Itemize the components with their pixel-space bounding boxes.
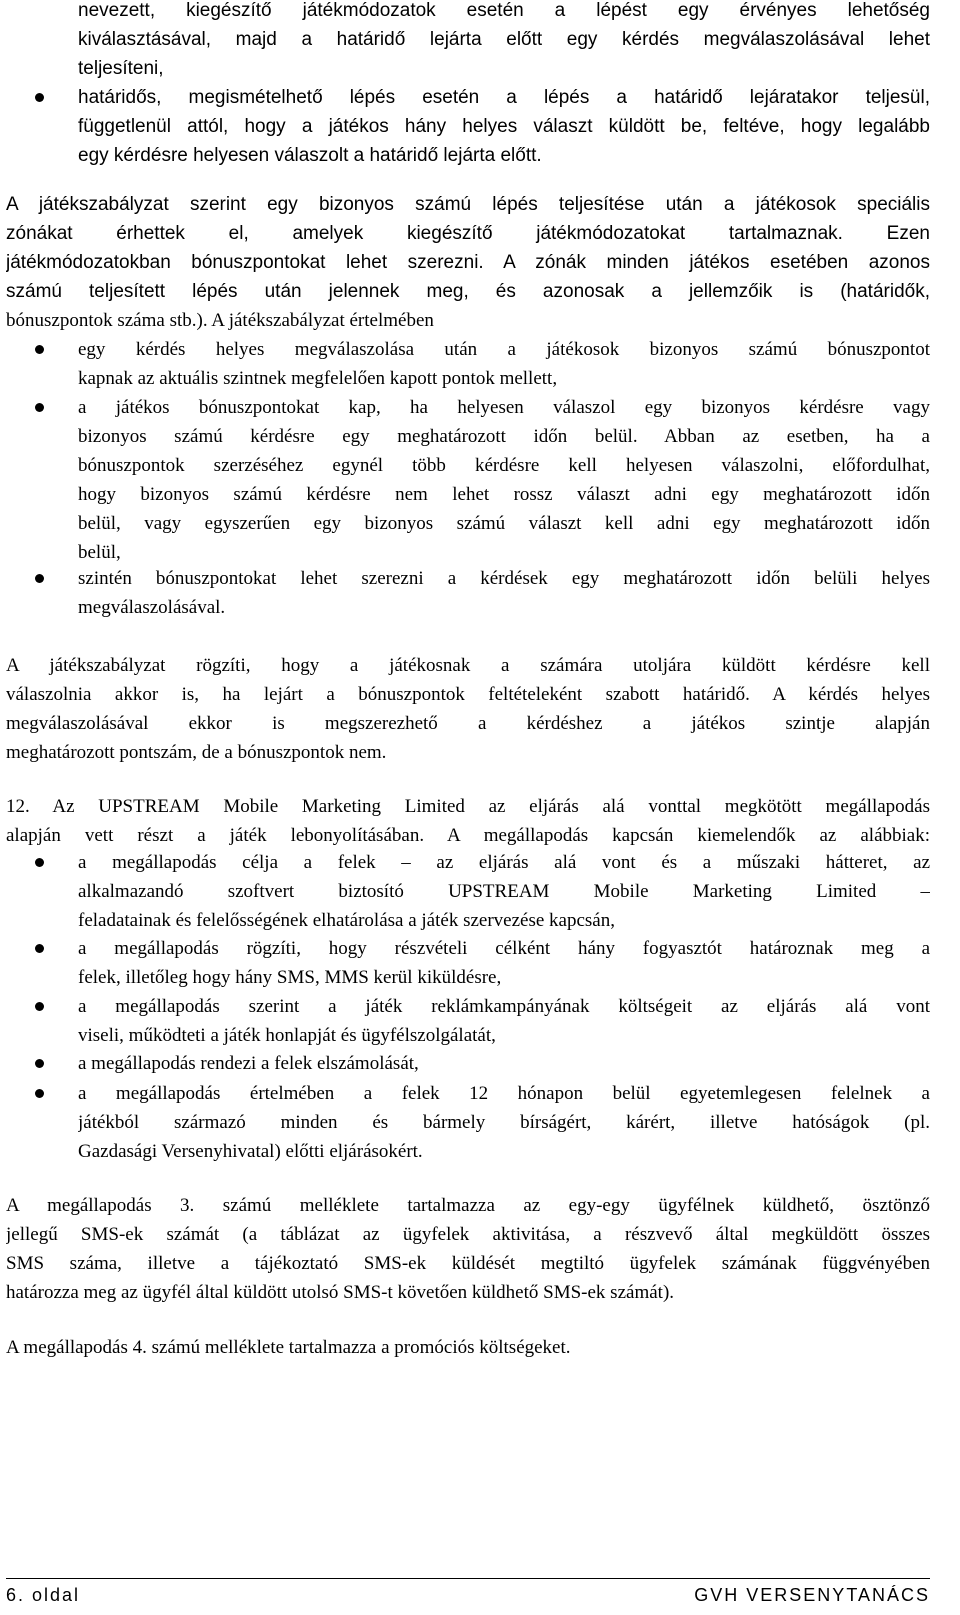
list-item: a megállapodás célja a felek – az eljárás alá vont és a műszaki hátteret, az alkalmazandó szoftvert biztosító UPSTREAM Mobile Marketing Limited – feladatainak és felelősségének elhatárolása a játék szervezése kapcsán, — [6, 848, 930, 935]
list-item: a játékos bónuszpontokat kap, ha helyesen válaszol egy bizonyos kérdésre vagy bizonyos számú kérdésre egy meghatározott időn belül. Abban az esetben, ha a bónuszpontok szerzéséhez egynél több kérdésre kell helyesen válaszolni, előfordulhat, hogy bizonyos számú kérdésre nem lehet rossz választ adni egy meghatározott időn belül, vagy egyszerűen egy bizonyos számú választ kell adni egy meghatározott időn belül, — [6, 393, 930, 567]
bullet-icon — [35, 345, 44, 354]
paragraph-deadline: A játékszabályzat rögzíti, hogy a játékosnak a számára utoljára küldött kérdésre kell válaszolnia akkor is, ha lejárt a bónuszpontok feltételeként szabott határidő. A kérdés helyes megválaszolásával ekkor is megszerezhető a kérdéshez a játékos szintje alapján meghatározott pontszám, de a bónuszpontok nem. — [6, 655, 930, 763]
bullet-icon — [35, 1089, 44, 1098]
list-item: a megállapodás értelmében a felek 12 hónapon belül egyetemlegesen felelnek a játékból származó minden és bármely bírságért, kárért, illetve hatóságok (pl. Gazdasági Versenyhivatal) előtti eljárásokért. — [6, 1079, 930, 1166]
bullet-icon — [35, 574, 44, 583]
bullet-icon — [35, 403, 44, 412]
list-item: a megállapodás szerint a játék reklámkampányának költségeit az eljárás alá vont viseli, működteti a játék honlapját és ügyfélszolgálatát, — [6, 992, 930, 1050]
bullet-icon — [35, 1002, 44, 1011]
page-number: 6. oldal — [6, 1585, 81, 1605]
footer-organization: GVH VERSENYTANÁCS — [694, 1585, 930, 1605]
list-item: egy kérdés helyes megválaszolása után a játékosok bizonyos számú bónuszpontot kapnak az aktuális szintnek megfelelően kapott pontok mellett, — [6, 335, 930, 393]
continuation-text: nevezett, kiegészítő játékmódozatok esetén a lépést egy érvényes lehetőség kiválasztásával, majd a határidő lejárta előtt egy kérdés megválaszolásával lehet teljesíteni, — [78, 0, 930, 79]
bullet-icon — [35, 93, 44, 102]
list-item: szintén bónuszpontokat lehet szerezni a kérdések egy meghatározott időn belüli helyes megválaszolásával. — [6, 564, 930, 622]
list-item: a megállapodás rendezi a felek elszámolását, — [6, 1049, 930, 1078]
bullet-icon — [35, 944, 44, 953]
paragraph-zones: A játékszabályzat szerint egy bizonyos számú lépés teljesítése után a játékosok speciális zónákat érhettek el, amelyek kiegészítő játékmódozatokat tartalmaznak. Ezen játékmódozatokban bónuszpontokat lehet szerezni. A zónák minden játékos esetében azonos számú teljesített lépés után jelennek meg, és azonosak a jellemzőik is (határidők, bónuszpontok száma stb.). A játékszabályzat értelmében — [6, 194, 930, 331]
list-item: határidős, megismételhető lépés esetén a lépés a határidő lejáratakor teljesül, függetlenül attól, hogy a játékos hány helyes választ küldött be, feltéve, hogy legalább egy kérdésre helyesen válaszolt a határidő lejárta előtt. — [6, 83, 930, 170]
bullet-icon — [35, 858, 44, 867]
paragraph-point-12: 12. Az UPSTREAM Mobile Marketing Limited az eljárás alá vonttal megkötött megállapodás alapján vett részt a játék lebonyolításában. A megállapodás kapcsán kiemelendők az alábbiak: — [6, 796, 930, 846]
bullet-icon — [35, 1059, 44, 1068]
page-footer — [6, 1578, 930, 1615]
paragraph-annex-4: A megállapodás 4. számú melléklete tartalmazza a promóciós költségeket. — [6, 1337, 571, 1358]
list-item: a megállapodás rögzíti, hogy részvételi célként hány fogyasztót határoznak meg a felek, illetőleg hogy hány SMS, MMS kerül kiküldésre, — [6, 934, 930, 992]
paragraph-annex-3: A megállapodás 3. számú melléklete tartalmazza az egy-egy ügyfélnek küldhető, ösztönző jellegű SMS-ek számát (a táblázat az ügyfelek aktivitása, a részvevő által megküldött összes SMS száma, illetve a tájékoztató SMS-ek küldését megtiltó ügyfelek számának függvényében határozza meg az ügyfél által küldött utolsó SMS-t követően küldhető SMS-ek számát). — [6, 1195, 930, 1303]
